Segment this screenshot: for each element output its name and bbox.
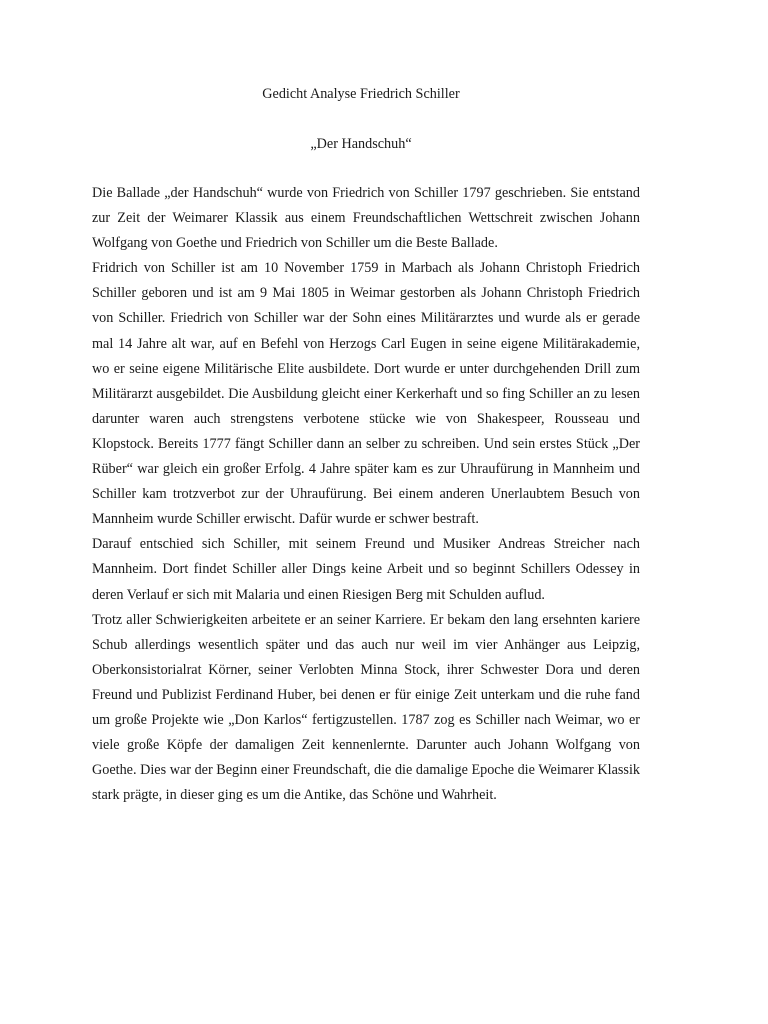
paragraph-intro: Die Ballade „der Handschuh“ wurde von Friedrich von Schiller 1797 geschrieben. Sie entstand zur Zeit der Weimarer Klassik aus einem Freundschaftlichen Wettschreit zwischen Johann Wolfgang von Goethe und Friedrich von Schiller um die Beste Ballade. [92, 185, 640, 252]
document-subtitle: „Der Handschuh“ [310, 136, 412, 152]
document-title: Gedicht Analyse Friedrich Schiller [262, 86, 460, 102]
paragraph-career: Trotz aller Schwierigkeiten arbeitete er an seiner Karriere. Er bekam den lang ersehnten kariere Schub allerdings wesentlich später und das auch nur weil im vier Anhänger aus Leipzig, Oberkonsistorialrat Körner, seiner Verlobten Minna Stock, ihrer Schwester Dora und deren Freund und Publizist Ferdinand Huber, bei denen er für einige Zeit unterkam und die ruhe fand um große Projekte wie „Don Karlos“ fertigzustellen. 1787 zog es Schiller nach Weimar, wo er viele große Köpfe der damaligen Zeit kennenlernte. Darunter auch Johann Wolfgang von Goethe. Dies war der Beginn einer Freundschaft, die die damalige Epoche die Weimarer Klassik stark prägte, in dieser ging es um die Antike, das Schöne und Wahrheit. [92, 611, 640, 804]
paragraph-biography: Fridrich von Schiller ist am 10 November 1759 in Marbach als Johann Christoph Friedrich Schiller geboren und ist am 9 Mai 1805 in Weimar gestorben als Johann Christoph Friedrich von Schiller. Friedrich von Schiller war der Sohn eines Militärarztes und wurde als er gerade mal 14 Jahre alt war, auf en Befehl von Herzogs Carl Eugen in seine eigene Militärakademie, wo er seine eigene Militärische Elite ausbildete. Dort wurde er unter durchgehenden Drill zum Militärarzt ausgebildet. Die Ausbildung gleicht einer Kerkerhaft und so fing Schiller an zu lesen darunter waren auch strengstens verbotene stücke wie von Shakespeer, Rousseau und Klopstock. Bereits 1777 fängt Schiller dann an selber zu schreiben. Und sein erstes Stück „Der Rüber“ war gleich ein großer Erfolg. 4 Jahre später kam es zur Uhraufürung in Mannheim und Schiller kam trotzverbot zur der Uhraufürung. Bei einem anderen Unerlaubtem Besuch von Mannheim wurde Schiller erwischt. Dafür wurde er schwer bestraft. [92, 260, 640, 528]
document-body [92, 181, 640, 808]
paragraph-mannheim: Darauf entschied sich Schiller, mit seinem Freund und Musiker Andreas Streicher nach Mannheim. Dort findet Schiller aller Dings keine Arbeit und so beginnt Schillers Odessey in deren Verlauf er sich mit Malaria und einen Riesigen Berg mit Schulden auflud. [92, 536, 640, 603]
